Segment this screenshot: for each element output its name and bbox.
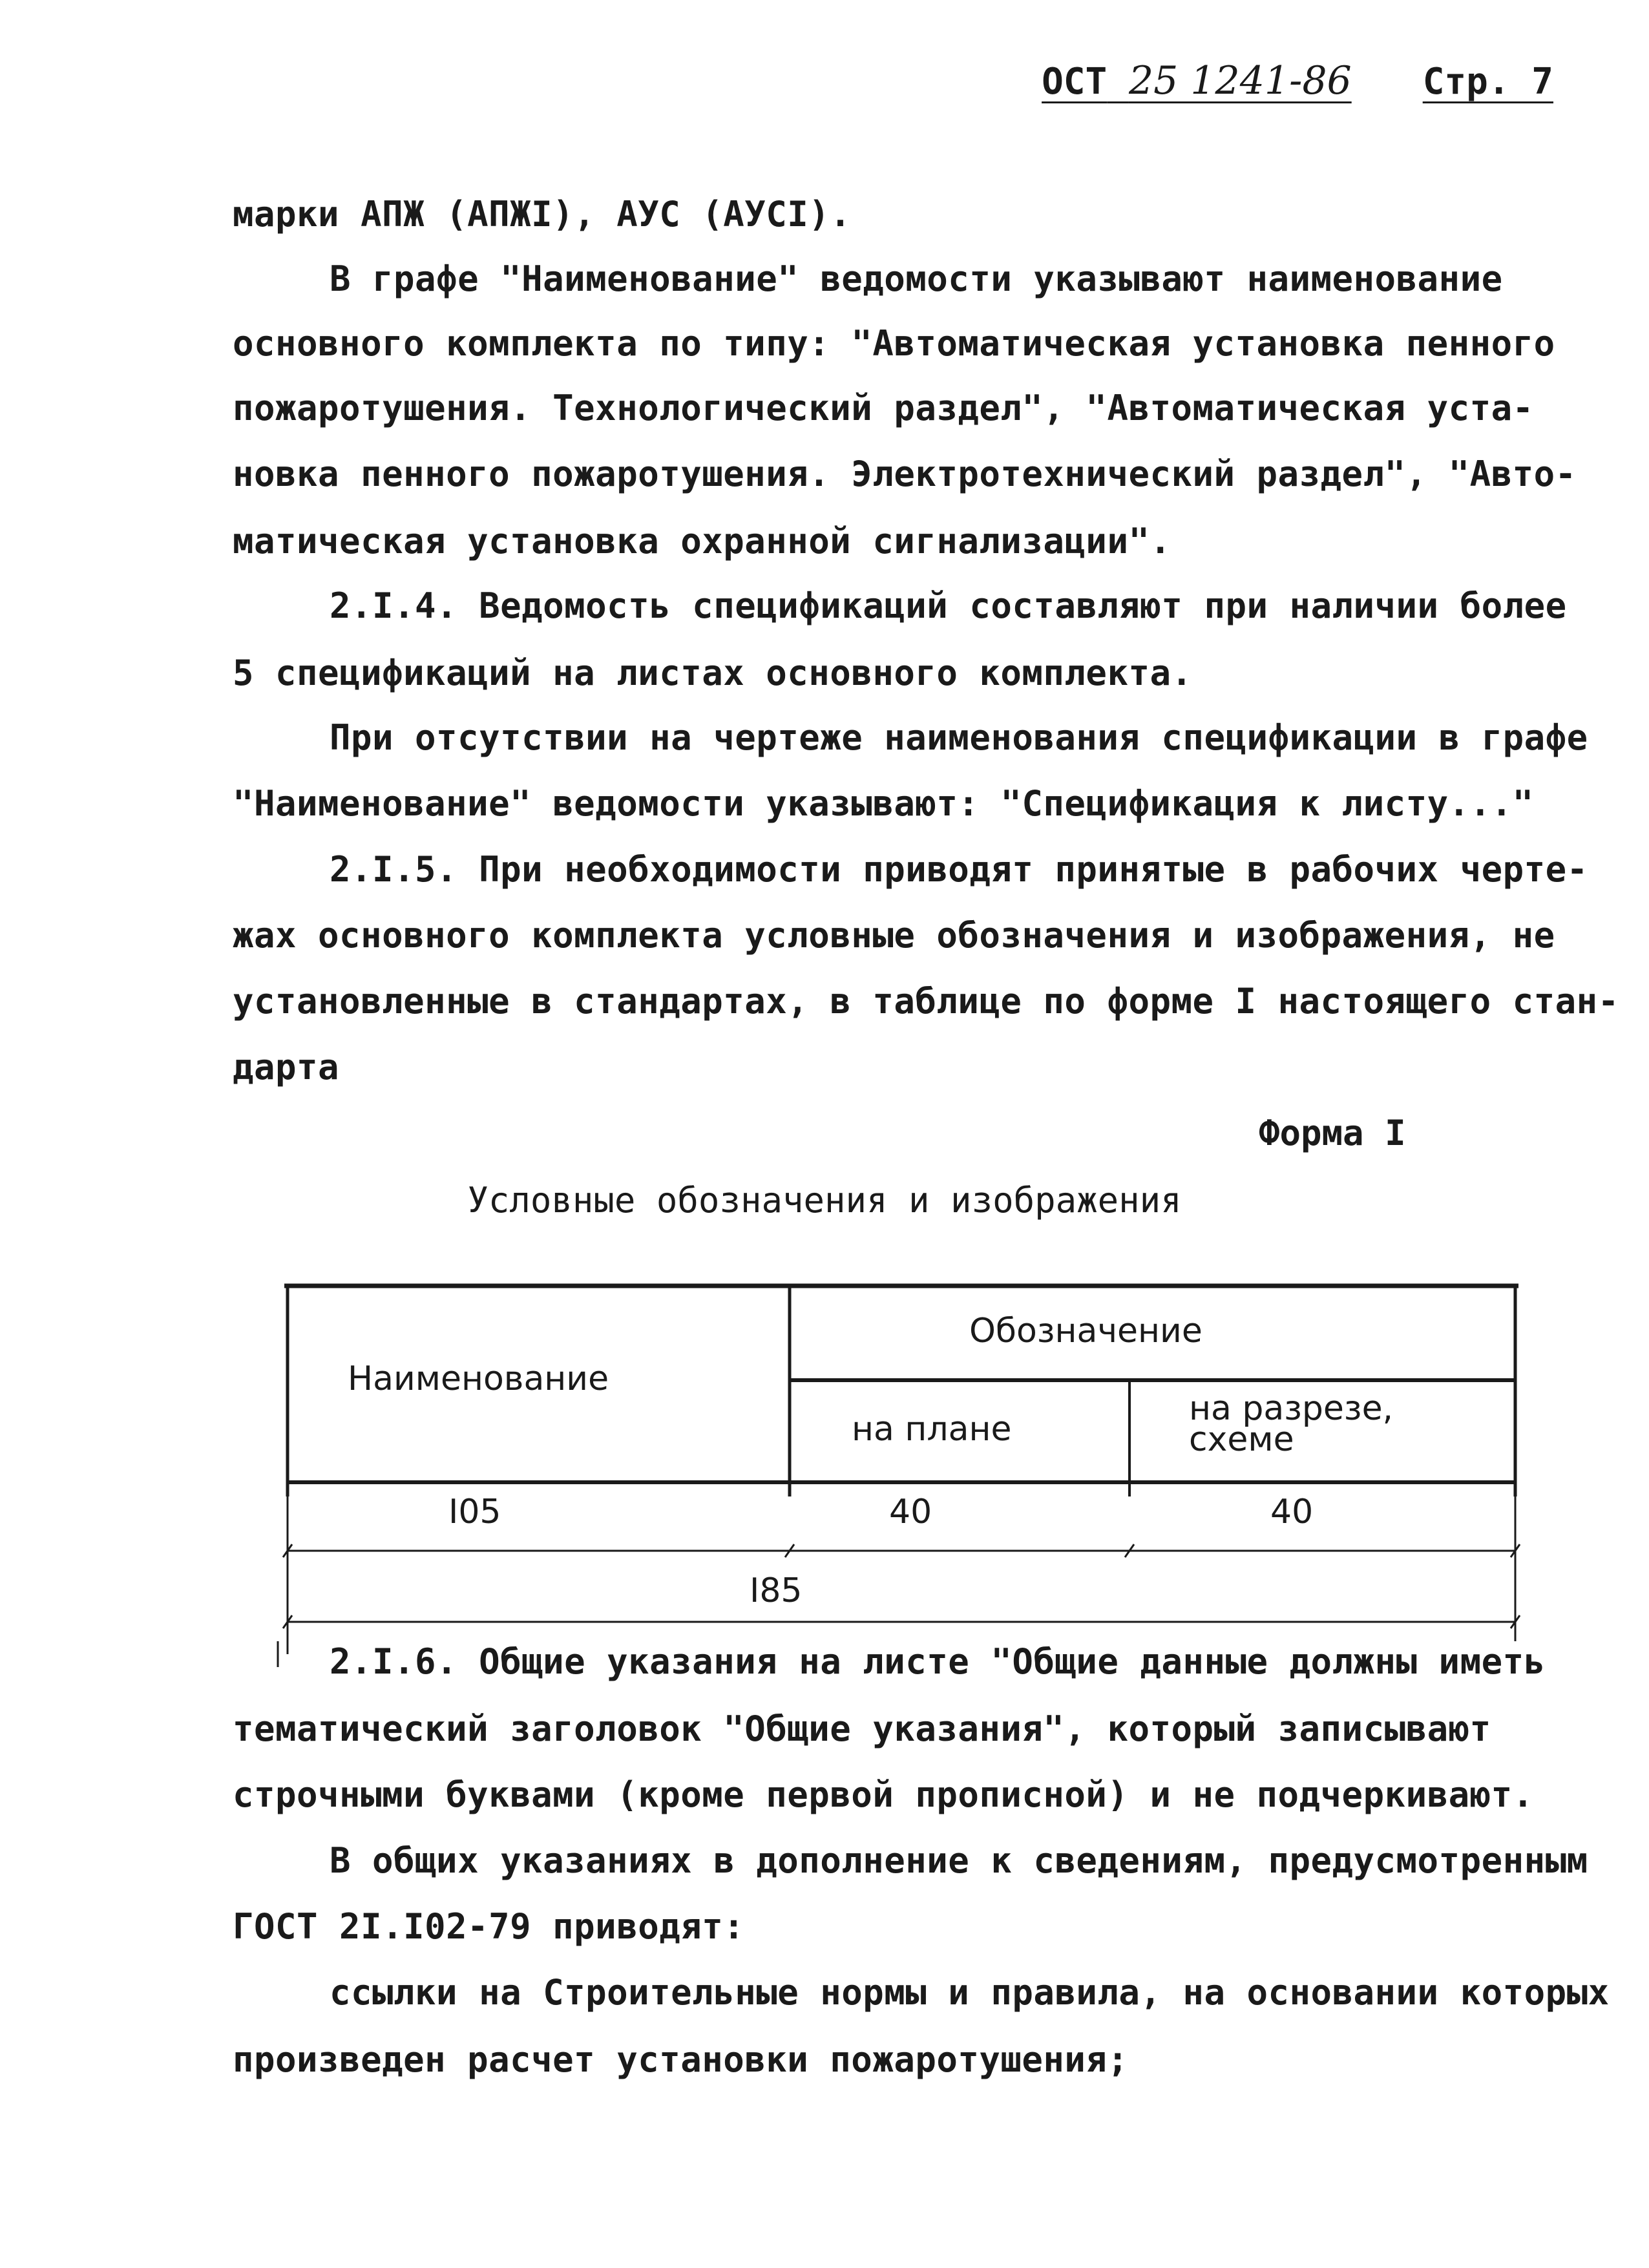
dimension-plan-width: 40 bbox=[889, 1493, 932, 1531]
text-line: установленные в стандартах, в таблице по форме I настоящего стан- bbox=[233, 981, 1619, 1022]
text-line: новка пенного пожаротушения. Электротехнический раздел", "Авто- bbox=[233, 454, 1577, 494]
subcolumn-section-line1: на разрезе, bbox=[1189, 1389, 1394, 1428]
text-line: тематический заголовок "Общие указания", который записывают bbox=[233, 1708, 1491, 1749]
text-line: В графе "Наименование" ведомости указывают наименование bbox=[330, 258, 1503, 299]
text-line: дарта bbox=[233, 1047, 340, 1087]
text-line: марки АПЖ (АПЖI), АУС (АУСI). bbox=[233, 194, 852, 235]
text-line: жах основного комплекта условные обозначения и изображения, не bbox=[233, 915, 1555, 956]
text-line: 2.I.5. При необходимости приводят принятые в рабочих черте- bbox=[330, 849, 1588, 890]
dimension-total-width: I85 bbox=[750, 1571, 803, 1610]
text-line: 2.I.4. Ведомость спецификаций составляют при наличии более bbox=[330, 585, 1567, 626]
text-line: произведен расчет установки пожаротушения; bbox=[233, 2039, 1129, 2080]
column-designation-header: Обозначение bbox=[969, 1312, 1203, 1350]
text-line: В общих указаниях в дополнение к сведениям, предусмотренным bbox=[330, 1840, 1588, 1881]
text-line: матическая установка охранной сигнализации". bbox=[233, 521, 1171, 562]
standard-code: ОСТ 25 1241-86 bbox=[1042, 58, 1352, 103]
form-title: Условные обозначения и изображения bbox=[467, 1180, 1182, 1221]
dimension-name-width: I05 bbox=[448, 1493, 501, 1531]
text-line: ссылки на Строительные нормы и правила, на основании которых bbox=[330, 1972, 1610, 2013]
subcolumn-plan-header: на плане bbox=[852, 1410, 1012, 1449]
text-line: основного комплекта по типу: "Автоматическая установка пенного bbox=[233, 323, 1555, 364]
text-line: пожаротушения. Технологический раздел", "Автоматическая уста- bbox=[233, 388, 1534, 428]
text-line: 2.I.6. Общие указания на листе "Общие данные должны иметь bbox=[330, 1641, 1546, 1682]
page-number: Стр. 7 bbox=[1422, 61, 1553, 103]
text-line: "Наименование" ведомости указывают: "Спецификация к листу..." bbox=[233, 783, 1534, 824]
text-line: При отсутствии на чертеже наименования спецификации в графе bbox=[330, 717, 1588, 758]
column-name-header: Наименование bbox=[348, 1360, 609, 1398]
dimension-section-width: 40 bbox=[1270, 1493, 1314, 1531]
form-label: Форма I bbox=[1259, 1113, 1406, 1153]
standard-number: 25 1241-86 bbox=[1128, 58, 1352, 103]
subcolumn-section-line2: схеме bbox=[1189, 1420, 1294, 1459]
text-line: ГОСТ 2I.I02-79 приводят: bbox=[233, 1906, 745, 1947]
subcolumn-section-header bbox=[1189, 1389, 1394, 1459]
text-line: строчными буквами (кроме первой прописной) и не подчеркивают. bbox=[233, 1774, 1534, 1815]
text-line: 5 спецификаций на листах основного комплекта. bbox=[233, 653, 1193, 693]
